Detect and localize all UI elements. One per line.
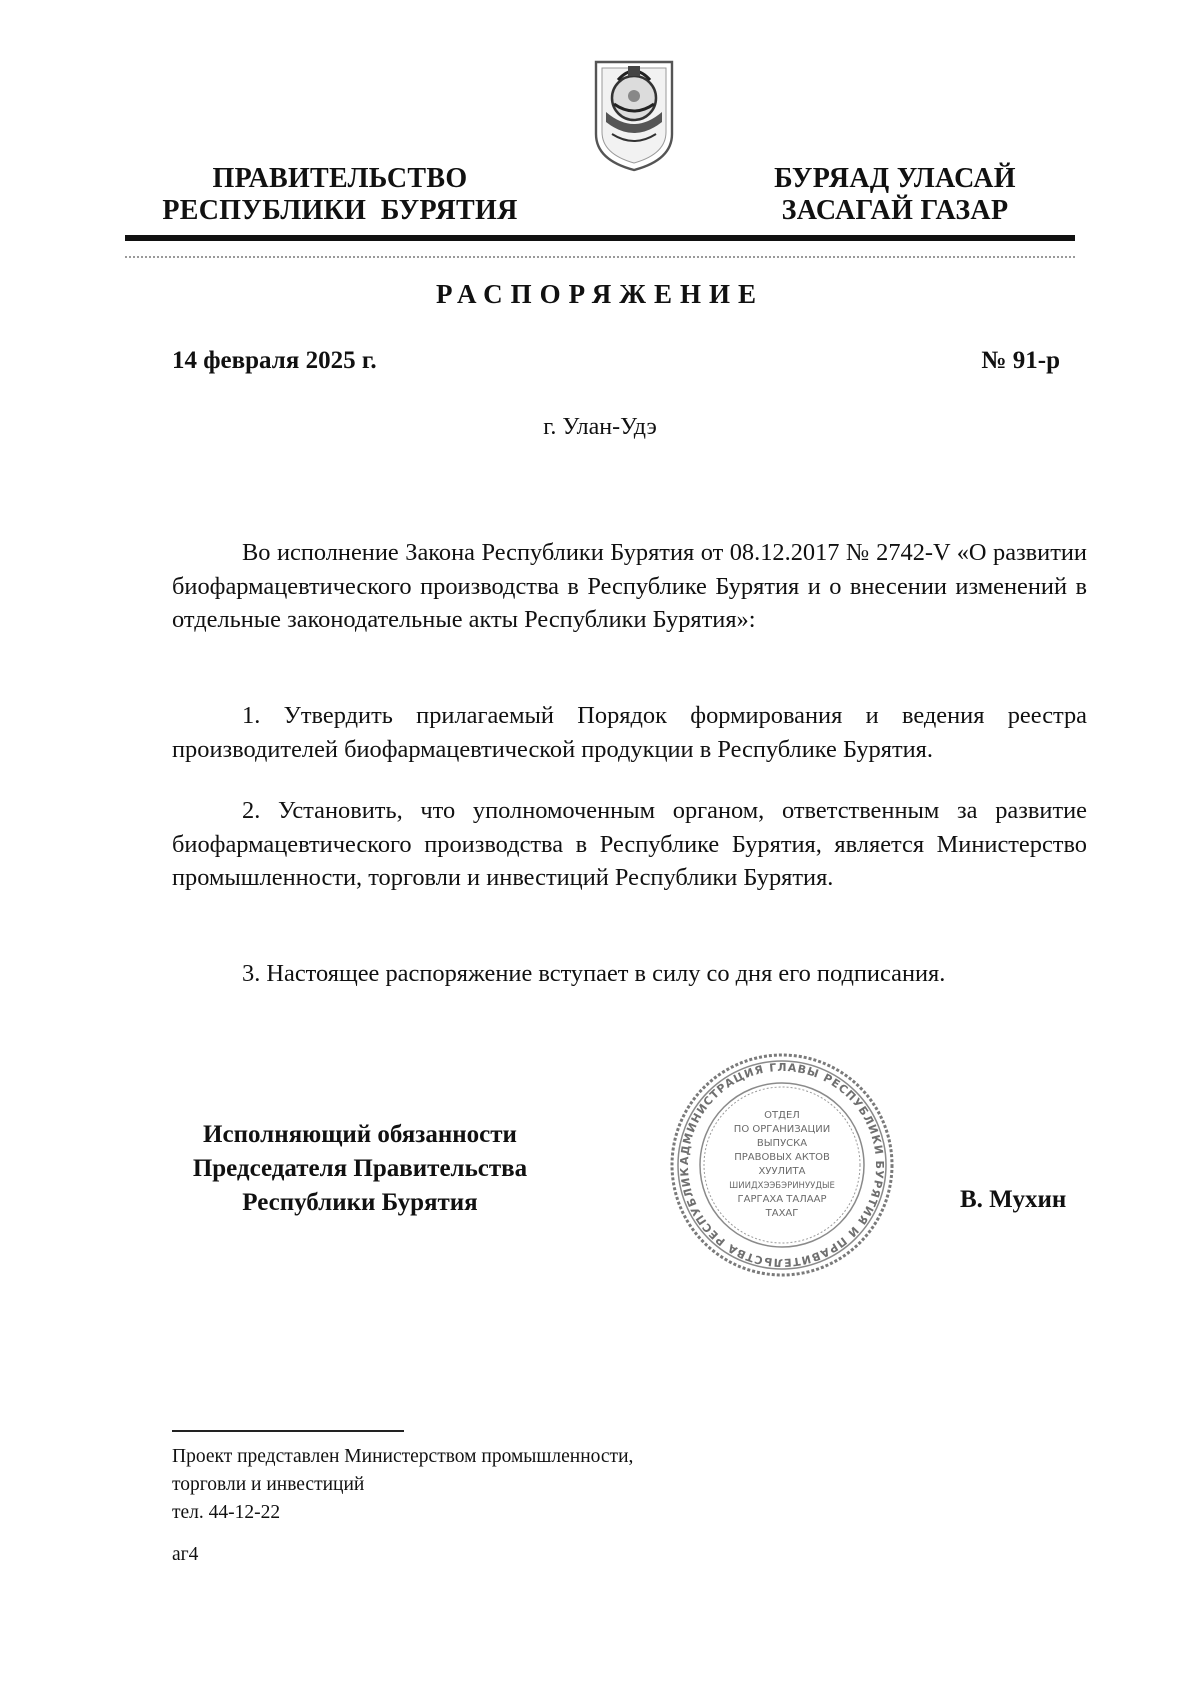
header-rule [125, 235, 1075, 241]
document-code: аг4 [172, 1544, 199, 1565]
official-seal-icon [668, 1052, 896, 1278]
seal-inner-line: ГАРГАХА ТАЛААР [737, 1194, 827, 1205]
org-name-russian [140, 163, 540, 227]
org-name-line1: ПРАВИТЕЛЬСТВО [212, 163, 468, 194]
signer-title [160, 1118, 560, 1220]
org-name-buryat-line1: БУРЯАД УЛАСАЙ [774, 163, 1016, 194]
header-rule-dotted [125, 256, 1075, 258]
body-paragraph-item-3: 3. Настоящее распоряжение вступает в силу со дня его подписания. [242, 960, 946, 987]
body-paragraph-item-2: 2. Установить, что уполномоченным органом, ответственным за развитие биофармацевтического производства в Республике Бурятия, является Министерство промышленности, торговли и инвестиций Республики Бурятия. [172, 797, 1087, 891]
signer-title-line3: Республики Бурятия [242, 1189, 478, 1216]
seal-inner-line: ПО ОРГАНИЗАЦИИ [733, 1124, 831, 1135]
org-name-buryat-line2: ЗАСАГАЙ ГАЗАР [781, 195, 1009, 226]
seal-inner-line: ХУУЛИТА [758, 1166, 806, 1177]
document-title: РАСПОРЯЖЕНИЕ [435, 279, 765, 309]
footnote-line2: торговли и инвестиций [172, 1474, 365, 1495]
signer-title-line2: Председателя Правительства [192, 1155, 528, 1182]
seal-inner-line: ТАХАГ [765, 1208, 799, 1219]
body-paragraph-preamble: Во исполнение Закона Республики Бурятия от 08.12.2017 № 2742-V «О развитии биофармацевтического производства в Республике Бурятия и о внесении изменений в отдельные законодательные акты Республики Бурятия»: [172, 539, 1087, 633]
document-city: г. Улан-Удэ [543, 414, 657, 440]
signer-name: В. Мухин [960, 1186, 1067, 1213]
footnote-phone: тел. 44-12-22 [172, 1502, 281, 1523]
footnote-rule [172, 1430, 404, 1432]
body-paragraph-item-1: 1. Утвердить прилагаемый Порядок формирования и ведения реестра производителей биофармацевтической продукции в Республике Бурятия. [172, 702, 1087, 763]
coat-of-arms-icon [588, 56, 680, 174]
seal-outer-text: АДМИНИСТРАЦИЯ ГЛАВЫ РЕСПУБЛИКИ БУРЯТИЯ И ПРАВИТЕЛЬСТВА РЕСПУБЛИК [677, 1060, 887, 1270]
seal-inner-line: ШИИДХЭЭБЭРИНУУДЫЕ [729, 1181, 835, 1191]
document-date: 14 февраля 2025 г. [172, 347, 377, 374]
footnote [172, 1443, 633, 1527]
org-name-line2: РЕСПУБЛИКИ БУРЯТИЯ [162, 195, 518, 226]
seal-inner-line: ОТДЕЛ [764, 1110, 800, 1121]
seal-inner-line: ПРАВОВЫХ АКТОВ [734, 1152, 830, 1163]
seal-inner-line: ВЫПУСКА [756, 1138, 808, 1149]
signer-title-line1: Исполняющий обязанности [203, 1121, 517, 1148]
footnote-line1: Проект представлен Министерством промышленности, [172, 1446, 634, 1467]
org-name-buryat [730, 163, 1060, 227]
document-number: № 91-р [981, 347, 1060, 374]
